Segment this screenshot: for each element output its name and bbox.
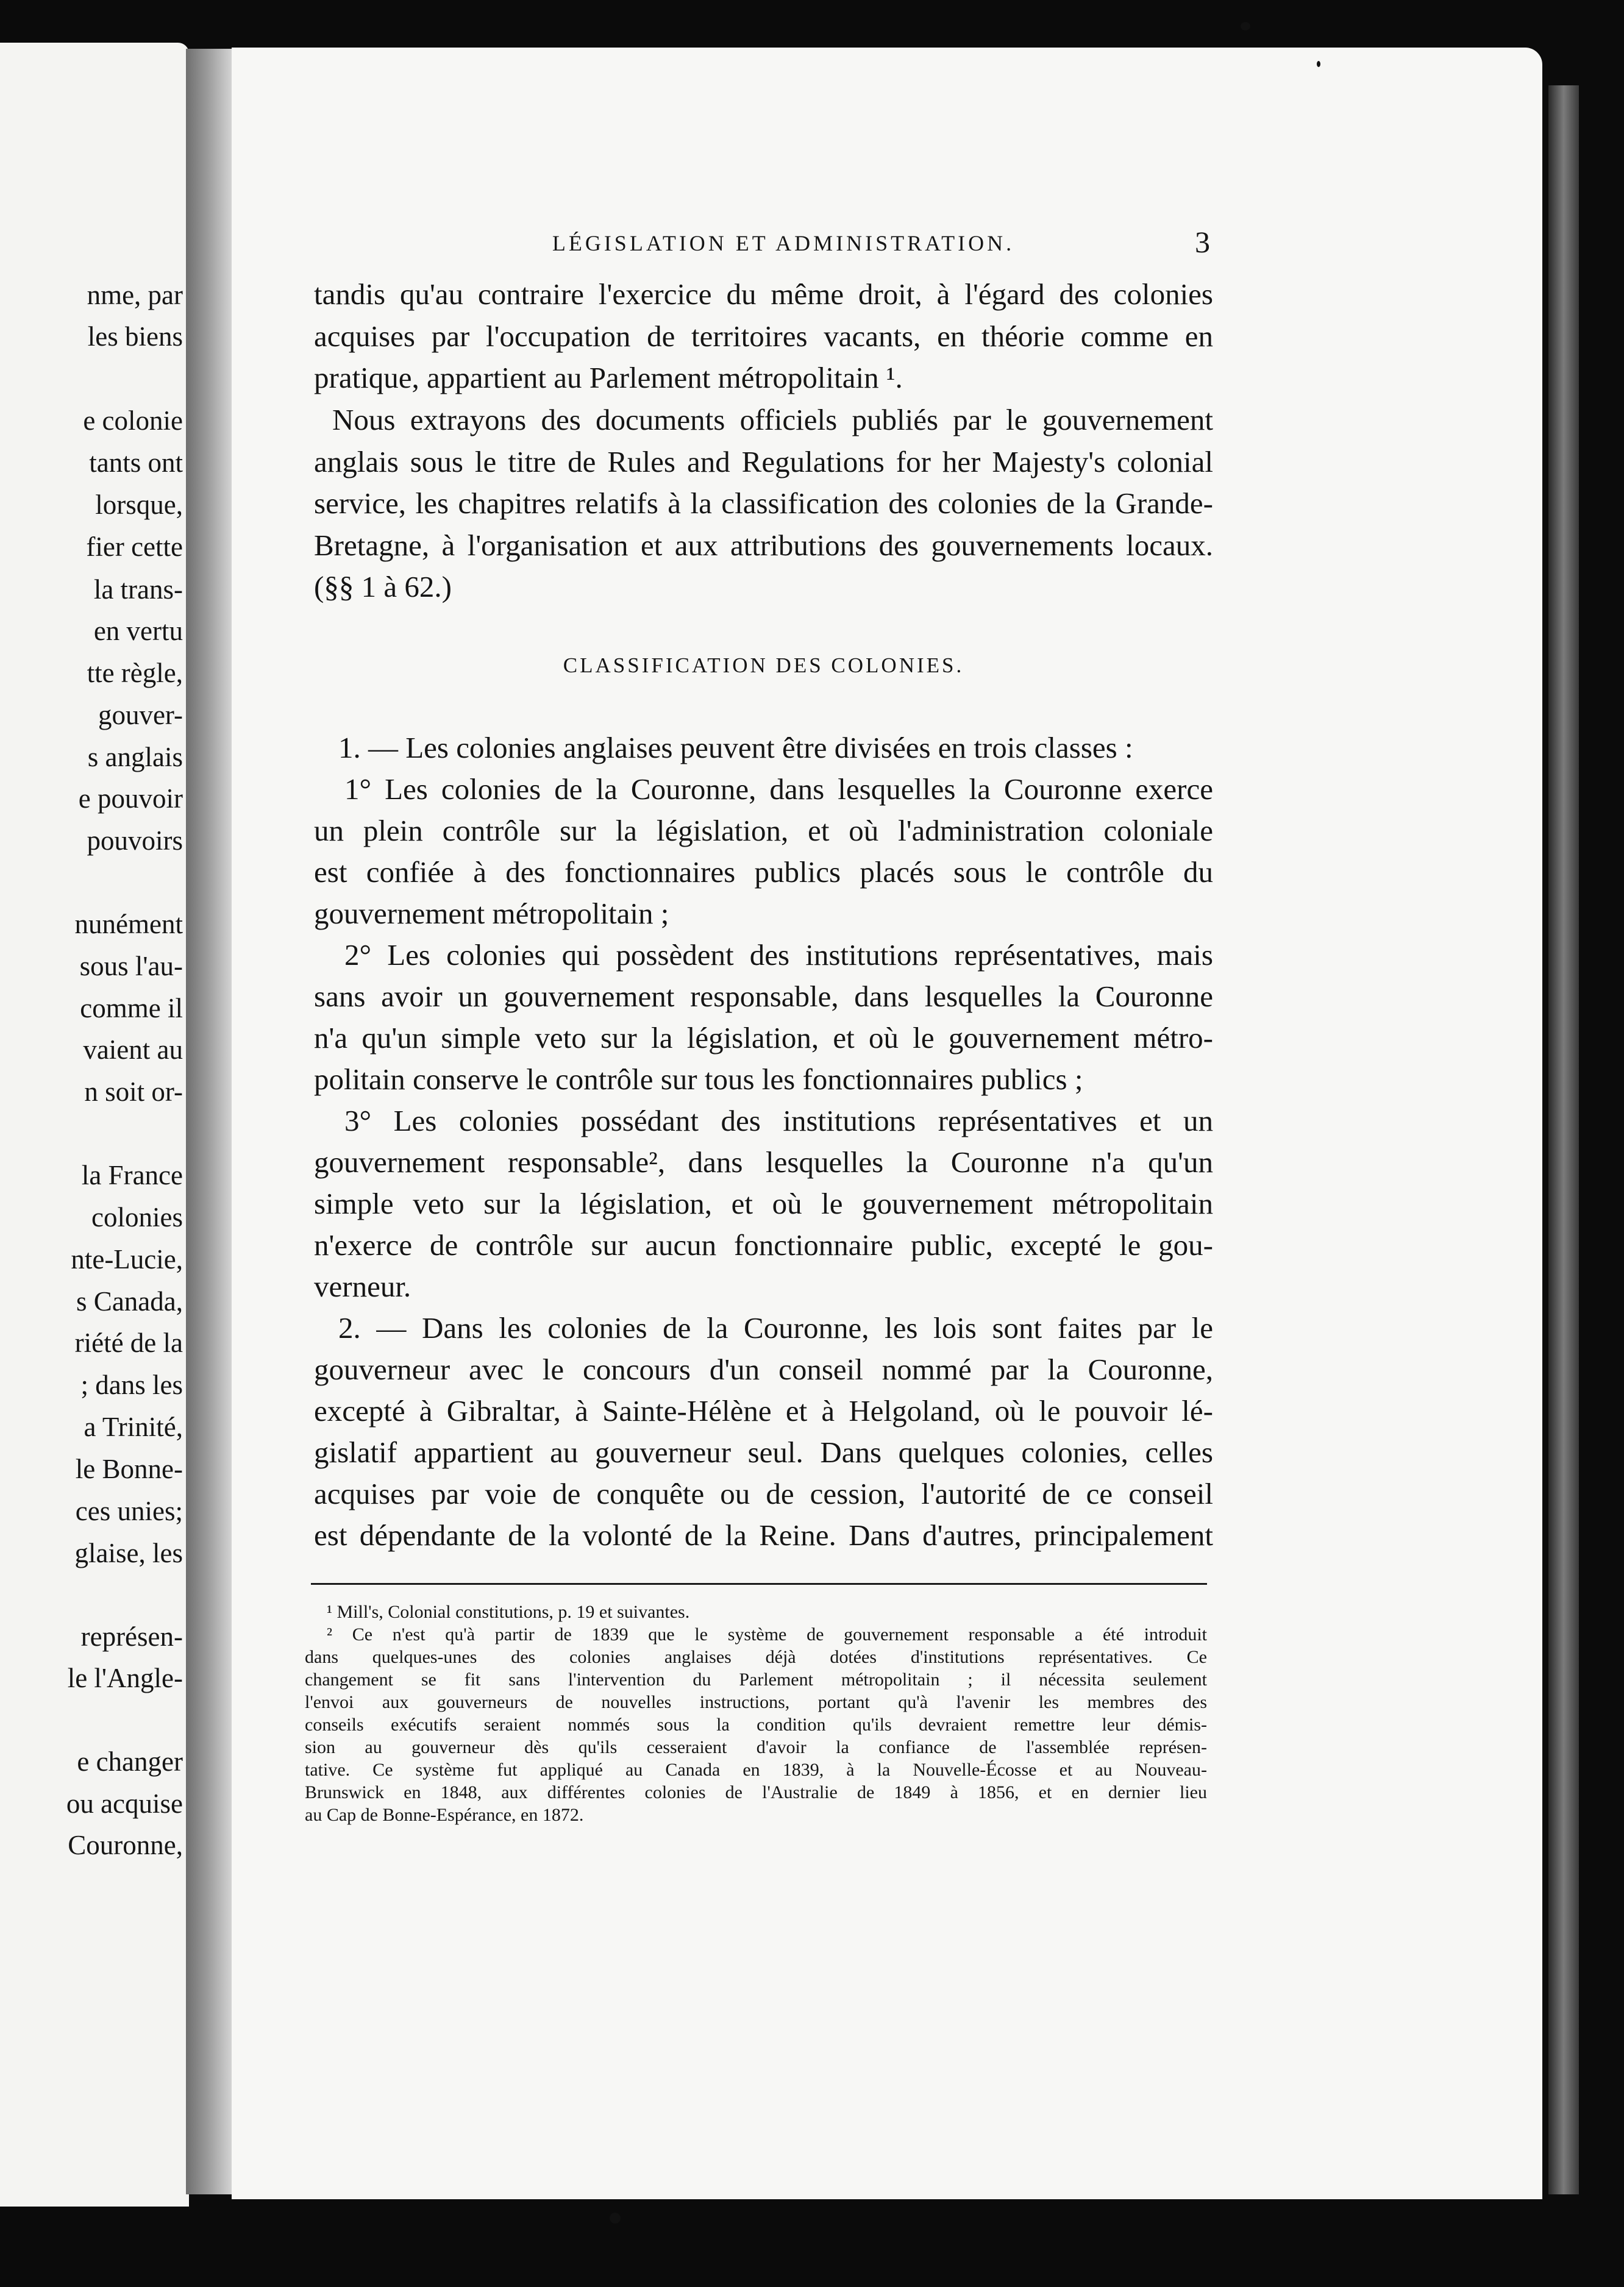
previous-page-line: fier cette [86, 532, 183, 562]
previous-page-line: comme il [80, 993, 183, 1023]
text-line: simple veto sur la législation, et où le gouvernement métropolitain [314, 1187, 1213, 1220]
previous-page-line: colonies [91, 1202, 183, 1232]
text-line: un plein contrôle sur la législation, et où l'administration coloniale [314, 814, 1213, 847]
running-head: LÉGISLATION ET ADMINISTRATION. [552, 231, 1015, 255]
footnote-line: tative. Ce système fut appliqué au Canada en 1839, à la Nouvelle-Écosse et au Nouveau- [305, 1760, 1207, 1780]
text-line: excepté à Gibraltar, à Sainte-Hélène et à Helgoland, où le pouvoir lé- [314, 1394, 1213, 1428]
previous-page-line: tte règle, [87, 658, 183, 688]
text-line: pratique, appartient au Parlement métropolitain ¹. [314, 361, 903, 394]
previous-page-line: ces unies; [75, 1496, 183, 1526]
previous-page-line: pouvoirs [87, 825, 183, 856]
text-line: anglais sous le titre de Rules and Regulations for her Majesty's colonial [314, 445, 1213, 478]
previous-page [0, 43, 189, 2207]
footnote-line: ² Ce n'est qu'à partir de 1839 que le système de gouvernement responsable a été introduit [327, 1624, 1207, 1645]
footnote-line: l'envoi aux gouverneurs de nouvelles instructions, portant qu'à l'avenir les membres des [305, 1692, 1207, 1712]
page-number: 3 [1195, 225, 1210, 259]
dust-speck [1241, 22, 1250, 30]
previous-page-line: e colonie [83, 405, 183, 436]
text-line: 2° Les colonies qui possèdent des institutions représentatives, mais [344, 938, 1213, 972]
text-line: gouvernement métropolitain ; [314, 897, 669, 930]
text-line: tandis qu'au contraire l'exercice du même droit, à l'égard des colonies [314, 277, 1213, 311]
previous-page-line: vaient au [83, 1034, 183, 1065]
previous-page-line: a Trinité, [84, 1412, 183, 1442]
text-line: sans avoir un gouvernement responsable, dans lesquelles la Couronne [314, 980, 1213, 1013]
dust-speck [1317, 61, 1320, 67]
footnote-divider [311, 1583, 1207, 1585]
footnote-line: sion au gouverneur dès qu'ils cesseraient d'avoir la confiance de l'assemblée représen- [305, 1737, 1207, 1757]
text-line: n'exerce de contrôle sur aucun fonctionnaire public, excepté le gou- [314, 1228, 1213, 1262]
text-line: politain conserve le contrôle sur tous les fonctionnaires publics ; [314, 1062, 1083, 1096]
previous-page-line: gouver- [98, 700, 183, 730]
previous-page-line: nunément [74, 909, 183, 939]
text-line: verneur. [314, 1270, 411, 1303]
footnote-line: conseils exécutifs seraient nommés sous la condition qu'ils devraient remettre leur démis- [305, 1715, 1207, 1735]
previous-page-line: la trans- [93, 574, 183, 605]
previous-page-line: riété de la [74, 1328, 183, 1358]
previous-page-line: e pouvoir [78, 783, 183, 814]
previous-page-line: glaise, les [74, 1538, 183, 1568]
previous-page-line: nte-Lucie, [71, 1244, 183, 1275]
text-line: 3° Les colonies possédant des institutions représentatives et un [344, 1104, 1213, 1137]
footnote-line: dans quelques-unes des colonies anglaises déjà dotées d'institutions représentatives. Ce [305, 1647, 1207, 1667]
footnote-line: au Cap de Bonne-Espérance, en 1872. [305, 1805, 584, 1825]
text-line: (§§ 1 à 62.) [314, 570, 452, 603]
previous-page-line: représen- [80, 1621, 183, 1652]
page-edge [1548, 85, 1579, 2194]
previous-page-line: tants ont [89, 447, 183, 478]
text-line: acquises par voie de conquête ou de cession, l'autorité de ce conseil [314, 1477, 1213, 1510]
previous-page-line: le l'Angle- [67, 1663, 183, 1693]
previous-page-line: le Bonne- [75, 1454, 183, 1484]
previous-page-line: ; dans les [80, 1370, 183, 1400]
text-line: gislatif appartient au gouverneur seul. Dans quelques colonies, celles [314, 1435, 1213, 1469]
previous-page-line: n soit or- [84, 1076, 183, 1107]
text-line: 2. — Dans les colonies de la Couronne, les lois sont faites par le [338, 1311, 1213, 1345]
text-line: est dépendante de la volonté de la Reine. Dans d'autres, principalement [314, 1518, 1213, 1552]
previous-page-line: la France [81, 1160, 183, 1190]
text-line: n'a qu'un simple veto sur la législation, et où le gouvernement métro- [314, 1021, 1213, 1055]
text-line: est confiée à des fonctionnaires publics placés sous le contrôle du [314, 855, 1213, 889]
text-line: service, les chapitres relatifs à la classification des colonies de la Grande- [314, 486, 1213, 520]
previous-page-line: ou acquise [66, 1788, 183, 1819]
text-line: Nous extrayons des documents officiels publiés par le gouvernement [332, 403, 1213, 436]
text-line: 1° Les colonies de la Couronne, dans lesquelles la Couronne exerce [344, 772, 1213, 806]
previous-page-line: nme, par [87, 280, 183, 310]
previous-page-line: s anglais [87, 742, 183, 772]
previous-page-line: en vertu [93, 616, 183, 646]
footnote-line: Brunswick en 1848, aux différentes colonies de l'Australie de 1849 à 1856, et en dernier lieu [305, 1782, 1207, 1802]
previous-page-line: Couronne, [68, 1830, 183, 1860]
section-title: CLASSIFICATION DES COLONIES. [563, 653, 964, 677]
dust-speck [610, 2213, 621, 2224]
footnote-line: changement se fit sans l'intervention du Parlement métropolitain ; il nécessita seulement [305, 1670, 1207, 1690]
previous-page-line: lorsque, [95, 489, 183, 520]
text-line: 1. — Les colonies anglaises peuvent être divisées en trois classes : [338, 731, 1133, 764]
text-line: gouvernement responsable², dans lesquelles la Couronne n'a qu'un [314, 1145, 1213, 1179]
previous-page-line: les biens [87, 321, 183, 352]
text-line: Bretagne, à l'organisation et aux attributions des gouvernements locaux. [314, 528, 1213, 562]
previous-page-line: sous l'au- [79, 951, 183, 981]
text-line: acquises par l'occupation de territoires vacants, en théorie comme en [314, 319, 1213, 353]
previous-page-line: e changer [77, 1746, 183, 1777]
text-line: gouverneur avec le concours d'un conseil nommé par la Couronne, [314, 1353, 1213, 1386]
previous-page-line: s Canada, [76, 1286, 183, 1317]
footnote-line: ¹ Mill's, Colonial constitutions, p. 19 et suivantes. [327, 1602, 690, 1622]
